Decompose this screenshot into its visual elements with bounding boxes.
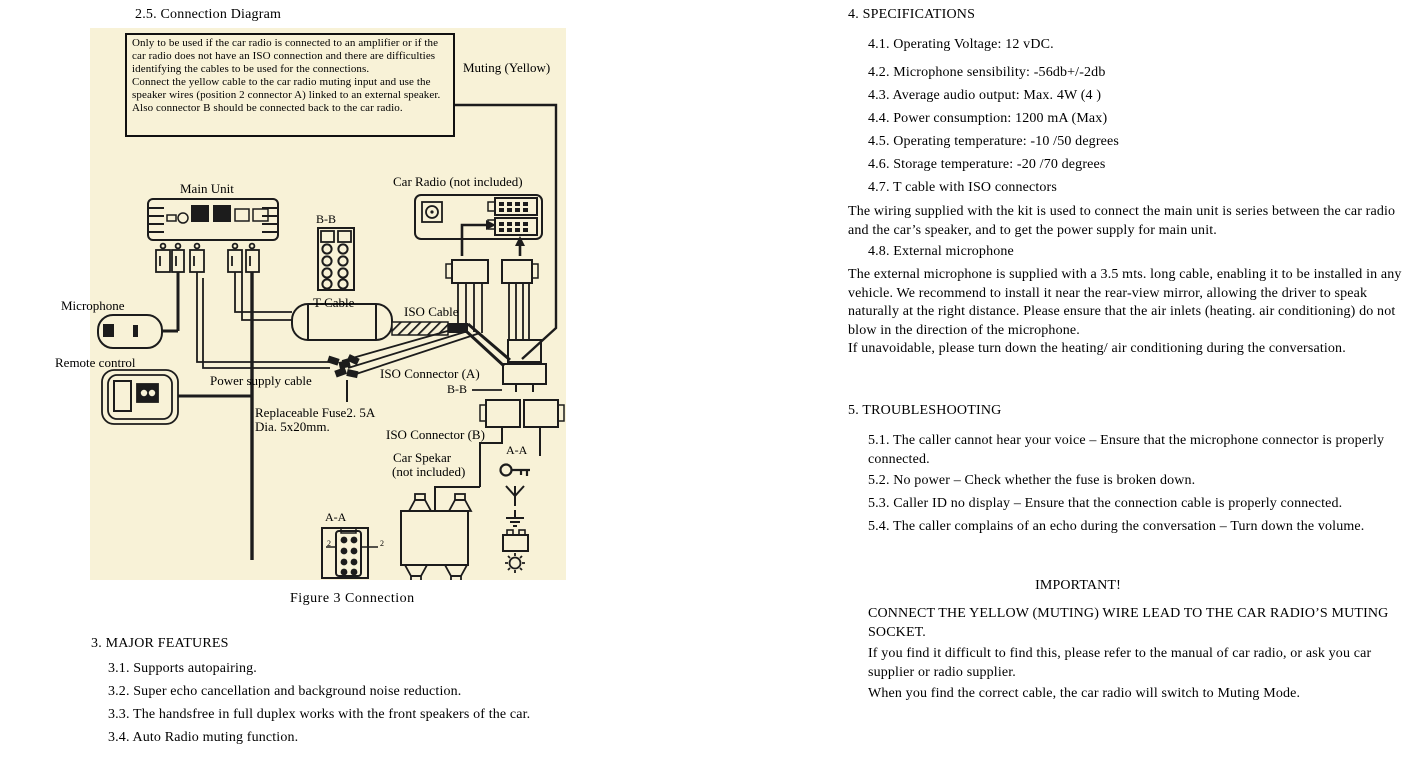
note-paragraph-2: Connect the yellow cable to the car radio muting input and use the speaker wires (position 2 connector A) linked to an external speaker. Also connector B should be connected back to the car radio.: [132, 75, 441, 114]
note-paragraph-1: Only to be used if the car radio is connected to an amplifier or if the car radio does not have an ISO connection and there are difficulties identifying the cables to be used for the connections.: [132, 37, 439, 75]
label-iso-connector-b: ISO Connector (B): [386, 427, 485, 442]
troubleshooting-item: 5.2. No power – Check whether the fuse is broken down.: [868, 473, 1196, 488]
troubleshooting-item: 5.4. The caller complains of an echo during the conversation – Turn down the volume.: [868, 519, 1365, 534]
troubleshooting-heading: 5. TROUBLESHOOTING: [848, 403, 1002, 418]
spec-item-48: 4.8. External microphone: [868, 244, 1014, 259]
iso-connector-b: [480, 400, 564, 427]
important-line3: When you find the correct cable, the car radio will switch to Muting Mode.: [868, 686, 1301, 701]
label-microphone: Microphone: [61, 298, 125, 313]
iso-plug-left: [446, 260, 488, 283]
iso-plug-right: [502, 260, 538, 283]
feature-item: 3.4. Auto Radio muting function.: [108, 730, 299, 745]
label-pin2-left: 2: [327, 539, 331, 548]
spec-item: 4.7. T cable with ISO connectors: [868, 180, 1057, 195]
label-power-supply-cable: Power supply cable: [210, 373, 312, 388]
specifications-heading: 4. SPECIFICATIONS: [848, 7, 976, 22]
feature-item: 3.3. The handsfree in full duplex works with the front speakers of the car.: [108, 707, 531, 722]
label-iso-cable: ISO Cable: [404, 304, 459, 319]
ground-icon: [506, 510, 524, 526]
label-bb-top: B-B: [316, 212, 337, 226]
troubleshooting-item: 5.3. Caller ID no display – Ensure that the connection cable is properly connected.: [868, 496, 1343, 511]
section-heading-connection-diagram: 2.5. Connection Diagram: [135, 7, 282, 22]
important-title: IMPORTANT!: [1035, 578, 1121, 593]
speaker-circuit: [401, 487, 480, 565]
label-bb-mid: B-B: [447, 382, 468, 396]
connection-diagram: [55, 28, 566, 580]
speaker-icon: [405, 494, 471, 580]
main-unit-plugs: [156, 244, 259, 272]
aa-pin-diagram: [322, 528, 378, 578]
iso-connector-a: [503, 340, 546, 392]
label-t-cable: T-Cable: [313, 295, 355, 310]
muting-wire: [455, 105, 556, 359]
diagram-note-box: [125, 33, 455, 137]
label-aa-bottom: A-A: [325, 510, 347, 524]
label-fuse-line2: Dia. 5x20mm.: [255, 419, 330, 434]
spec-item: 4.2. Microphone sensibility: -56db+/-2db: [868, 65, 1106, 80]
figure-caption: Figure 3 Connection: [290, 591, 415, 606]
important-line2: If you find it difficult to find this, please refer to the manual of car radio, or ask you car supplier or radio supplier.: [868, 646, 1372, 680]
label-car-speaker-2: (not included): [392, 464, 466, 479]
spec-item: 4.1. Operating Voltage: 12 vDC.: [868, 37, 1054, 52]
label-aa-right: A-A: [506, 443, 528, 457]
main-unit-device: [148, 199, 278, 240]
major-features-heading: 3. MAJOR FEATURES: [91, 636, 229, 651]
unavoidable-paragraph: If unavoidable, please turn down the heating/ air conditioning during the conversation.: [848, 341, 1346, 356]
remote-control-device: [102, 370, 178, 424]
label-car-speaker-1: Car Spekar: [393, 450, 452, 465]
label-iso-connector-a: ISO Connector (A): [380, 366, 480, 381]
external-mic-paragraph: The external microphone is supplied with a 3.5 mts. long cable, enabling it to be installed in any vehicle. We recommend to install it near the rear-view mirror, allowing the driver to speak naturally at the right distance. Please ensure that the air inlets (heating. air conditioning) do not blow in the direction of the microphone.: [848, 267, 1402, 338]
troubleshooting-item: 5.1. The caller cannot hear your voice – Ensure that the microphone connector is properly connected.: [868, 433, 1385, 467]
wiring-paragraph: The wiring supplied with the kit is used to connect the main unit is series between the car radio and the car’s speaker, and to get the power supply for main unit.: [848, 204, 1396, 238]
microphone-device: [98, 315, 162, 348]
feature-item: 3.2. Super echo cancellation and background noise reduction.: [108, 684, 462, 699]
bulb-icon: [505, 553, 525, 573]
label-muting: Muting (Yellow): [463, 60, 551, 75]
antenna-icon: [506, 486, 524, 506]
spec-item: 4.5. Operating temperature: -10 /50 degrees: [868, 134, 1119, 149]
spec-item: 4.4. Power consumption: 1200 mA (Max): [868, 111, 1108, 126]
label-car-radio: Car Radio (not included): [393, 174, 523, 189]
label-fuse-line1: Replaceable Fuse2. 5A: [255, 405, 376, 420]
car-radio-device: [415, 195, 542, 239]
label-pin2-right: 2: [380, 539, 384, 548]
bb-pin-diagram: [318, 228, 354, 290]
label-remote-control: Remote control: [55, 355, 136, 370]
feature-item: 3.1. Supports autopairing.: [108, 661, 257, 676]
spec-item: 4.6. Storage temperature: -20 /70 degrees: [868, 157, 1106, 172]
microphone-cable: [162, 272, 178, 331]
important-line1: CONNECT THE YELLOW (MUTING) WIRE LEAD TO THE CAR RADIO’S MUTING SOCKET.: [868, 606, 1389, 640]
key-icon: [501, 465, 531, 477]
spec-item: 4.3. Average audio output: Max. 4W (4 ): [868, 88, 1102, 103]
label-main-unit: Main Unit: [180, 181, 234, 196]
battery-icon: [503, 530, 528, 551]
